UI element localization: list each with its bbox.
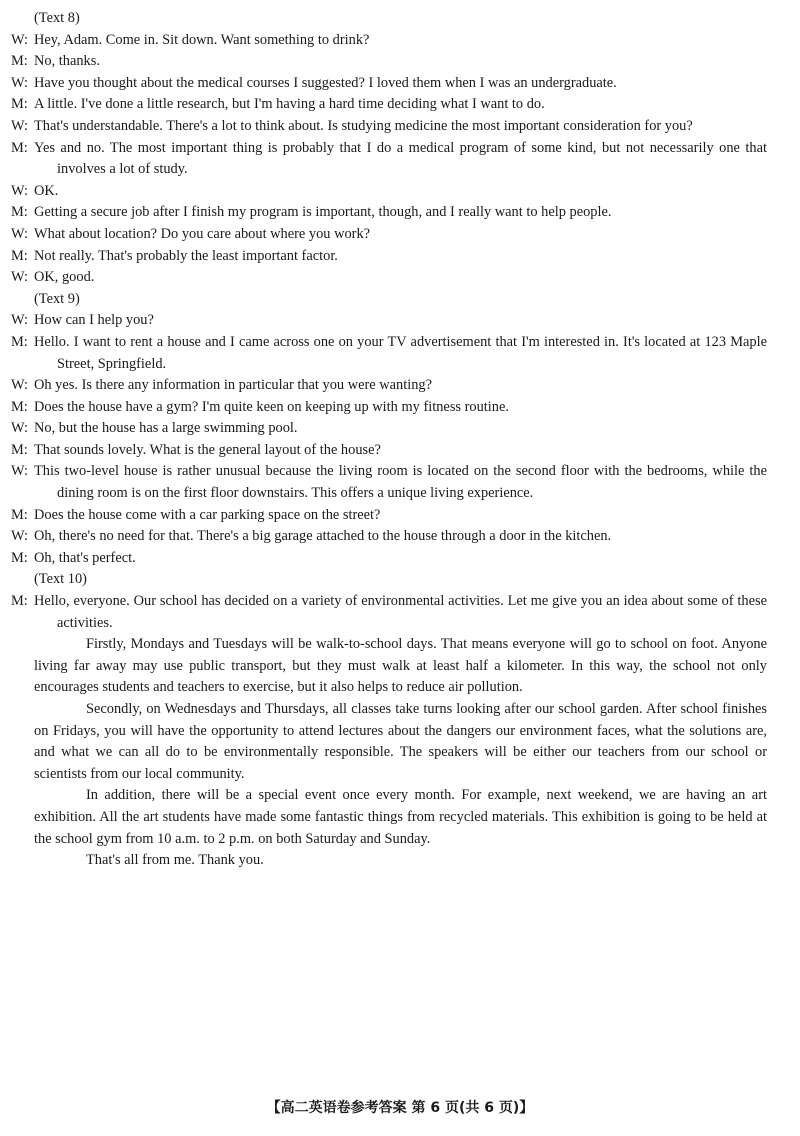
dialogue-line: M: Hello. I want to rent a house and I came across one on your TV advertisement that I'm interested in. It's located at 123 Maple Street, Springfield. [11,333,767,372]
dialogue-line: W: OK. [11,182,59,199]
dialogue-line: M: Does the house have a gym? I'm quite keen on keeping up with my fitness routine. [11,398,509,415]
dialogue-text: Hello. I want to rent a house and I came across one on your TV advertisement that I'm interested in. It's located at 123 Maple Street, Springfield. [34,333,767,372]
dialogue-text: OK. [34,182,59,199]
dialogue-line: M: No, thanks. [11,53,100,70]
dialogue-text: Yes and no. The most important thing is probably that I do a medical program of some kind, but not necessarily one that involves a lot of study. [34,139,767,178]
dialogue-text: This two-level house is rather unusual because the living room is located on the second floor with the bedrooms, while the dining room is on the first floor downstairs. This offers a unique living experience. [34,463,767,502]
dialogue-line: W: OK, good. [11,269,95,286]
monologue-paragraph: Firstly, Mondays and Tuesdays will be walk-to-school days. That means everyone will go to school on foot. Anyone living far away may use public transport, but they must walk at least half a kilometer. In this way, the school not only encourages students and teachers to exercise, but it also helps to reduce air pollution. [34,636,767,696]
dialogue-text: Oh yes. Is there any information in particular that you were wanting? [34,377,433,394]
transcript-document [11,8,767,872]
dialogue-text: That sounds lovely. What is the general layout of the house? [34,441,381,458]
monologue-intro: M: Hello, everyone. Our school has decided on a variety of environmental activities. Let me give you an idea about some of these activities. [11,593,767,631]
dialogue-line: M: Getting a secure job after I finish my program is important, though, and I really want to help people. [11,204,612,221]
dialogue-text: That's understandable. There's a lot to think about. Is studying medicine the most important consideration for you? [34,117,693,134]
dialogue-text: Hey, Adam. Come in. Sit down. Want something to drink? [34,31,370,48]
dialogue-line: W: Hey, Adam. Come in. Sit down. Want something to drink? [11,31,370,48]
dialogue-text: Oh, that's perfect. [34,549,136,566]
dialogue-line: W: That's understandable. There's a lot to think about. Is studying medicine the most important consideration for you? [11,117,693,134]
page-footer: 【高二英语卷参考答案 第 6 页(共 6 页)】 [266,1100,534,1116]
dialogue-line: M: Oh, that's perfect. [11,549,136,566]
dialogue-text: Does the house come with a car parking space on the street? [34,506,381,523]
dialogue-text: Not really. That's probably the least important factor. [34,247,338,264]
dialogue-line: W: Oh, there's no need for that. There's a big garage attached to the house through a door in the kitchen. [11,528,612,545]
monologue-text: Hello, everyone. Our school has decided on a variety of environmental activities. Let me give you an idea about some of these activities. [34,593,767,631]
dialogue-line: W: This two-level house is rather unusual because the living room is located on the second floor with the bedrooms, while the dining room is on the first floor downstairs. This offers a unique living experience. [11,463,767,502]
section-heading: (Text 10) [34,571,87,588]
text10-section [11,569,767,871]
dialogue-text: Oh, there's no need for that. There's a big garage attached to the house through a door in the kitchen. [34,528,612,545]
dialogue-line: W: Oh yes. Is there any information in particular that you were wanting? [11,377,433,394]
dialogue-line: M: Yes and no. The most important thing is probably that I do a medical program of some kind, but not necessarily one that involves a lot of study. [11,139,767,178]
dialogue-text: A little. I've done a little research, but I'm having a hard time deciding what I want to do. [34,96,545,113]
dialogue-text: No, thanks. [34,53,100,70]
monologue-paragraph: Secondly, on Wednesdays and Thursdays, all classes take turns looking after our school garden. After school finishes on Fridays, you will have the opportunity to attend lectures about the dangers our environment faces, what the solutions are, and what we can all do to be environmentally responsible. The speakers will be either our teachers from our school or scientists from our local community. [34,701,767,782]
dialogue-line: M: A little. I've done a little research, but I'm having a hard time deciding what I want to do. [11,96,545,113]
monologue-paragraph: That's all from me. Thank you. [86,852,264,869]
dialogue-line: W: How can I help you? [11,312,154,329]
monologue-paragraph: In addition, there will be a special event once every month. For example, next weekend, we are having an art exhibition. All the art students have made some fantastic things from recycled materials. This exhibition is going to be held at the school gym from 10 a.m. to 2 p.m. on both Saturday and Sunday. [34,787,767,847]
dialogue-text: How can I help you? [34,312,154,329]
section-heading: (Text 8) [34,10,80,26]
section-heading: (Text 9) [34,290,80,307]
dialogue-line: W: No, but the house has a large swimming pool. [11,420,298,437]
dialogue-line: M: That sounds lovely. What is the general layout of the house? [11,441,381,458]
dialogue-text: Getting a secure job after I finish my program is important, though, and I really want to help people. [34,204,612,221]
text9-section [11,289,767,570]
dialogue-line: W: What about location? Do you care about where you work? [11,225,371,242]
dialogue-line: M: Does the house come with a car parking space on the street? [11,506,381,523]
dialogue-text: Have you thought about the medical courses I suggested? I loved them when I was an undergraduate. [34,74,617,91]
dialogue-text: OK, good. [34,269,95,286]
dialogue-line: W: Have you thought about the medical courses I suggested? I loved them when I was an undergraduate. [11,74,617,91]
text8-section [11,8,767,289]
dialogue-text: What about location? Do you care about where you work? [34,225,371,242]
dialogue-text: No, but the house has a large swimming pool. [34,420,298,437]
dialogue-text: Does the house have a gym? I'm quite keen on keeping up with my fitness routine. [34,398,509,415]
dialogue-line: M: Not really. That's probably the least important factor. [11,247,338,264]
